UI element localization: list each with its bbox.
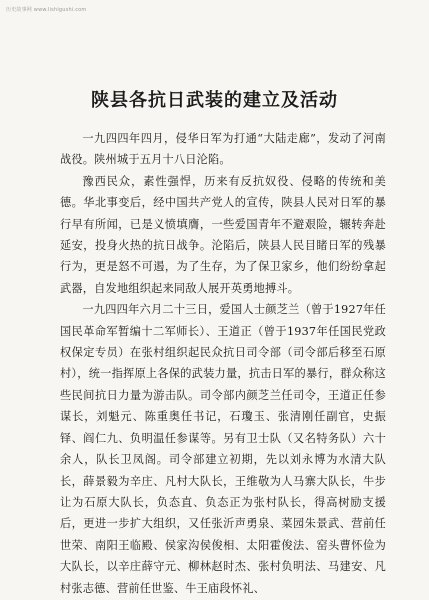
paragraph: 一九四四年四月，侵华日军为打通“大陆走廊”，发动了河南战役。陕州城于五月十八日沦陷。 — [60, 132, 386, 167]
paragraph: 豫西民众，素性强悍，历来有反抗奴役、侵略的传统和美德。华北事变后，经中国共产党人的宣传，陕县人民对日军的暴行早有所闻，已是义愤填膺，一些爱国青年不避艰险，辗转奔赴延安，投身火热的抗日战争。沦陷后，陕县人民目睹日军的残暴行为，更是怒不可遏，为了生存，为了保卫家乡，他们纷纷拿起武器，自发地组织起来同敌人展开英勇地搏斗。 — [60, 174, 386, 295]
page-title: 陕县各抗日武装的建立及活动 — [91, 90, 338, 111]
document-body — [60, 128, 386, 599]
paragraph: 一九四四年六月二十三日，爱国人士颜芝兰（曾于1927年任国民革命军暂编十二军师长）、王道正（曾于1937年任国民党政权保定专员）在张村组织起民众抗日司令部（司令部后移至石原村），统一指挥原上各保的武装力量，抗击日军的暴行，群众称这些民间抗日力量为游击队。司令部内颜芝兰任司令，王道正任参谋长，刘魁元、陈重奥任书记，石瓊玉、张清刚任副官，史振铎、阎仁九、负明温任参谋等。另有卫士队（又名特务队）六十余人，队长卫凤阁。司令部建立初期，先以刘永博为水清大队长，薛景毅为辛庄、凡村大队长，王维敬为人马寨大队长，牛步让为石原大队长，负态直、负态正为张村队长，得高树励支援后，更进一步扩大组织，又任张沂声勇泉、菜园朱景武、营前任世荣、南阳王临殿、侯家沟侯俊相、太阳霍俊法、窑头曹怀俭为大队长，以辛庄薛守元、柳林赵时杰、张村负明法、马建安、凡村张志德、营前任世鉴、牛王庙段怀礼、 — [60, 303, 386, 595]
watermark: 历史故事网 www.lishigushi.com — [6, 7, 87, 13]
